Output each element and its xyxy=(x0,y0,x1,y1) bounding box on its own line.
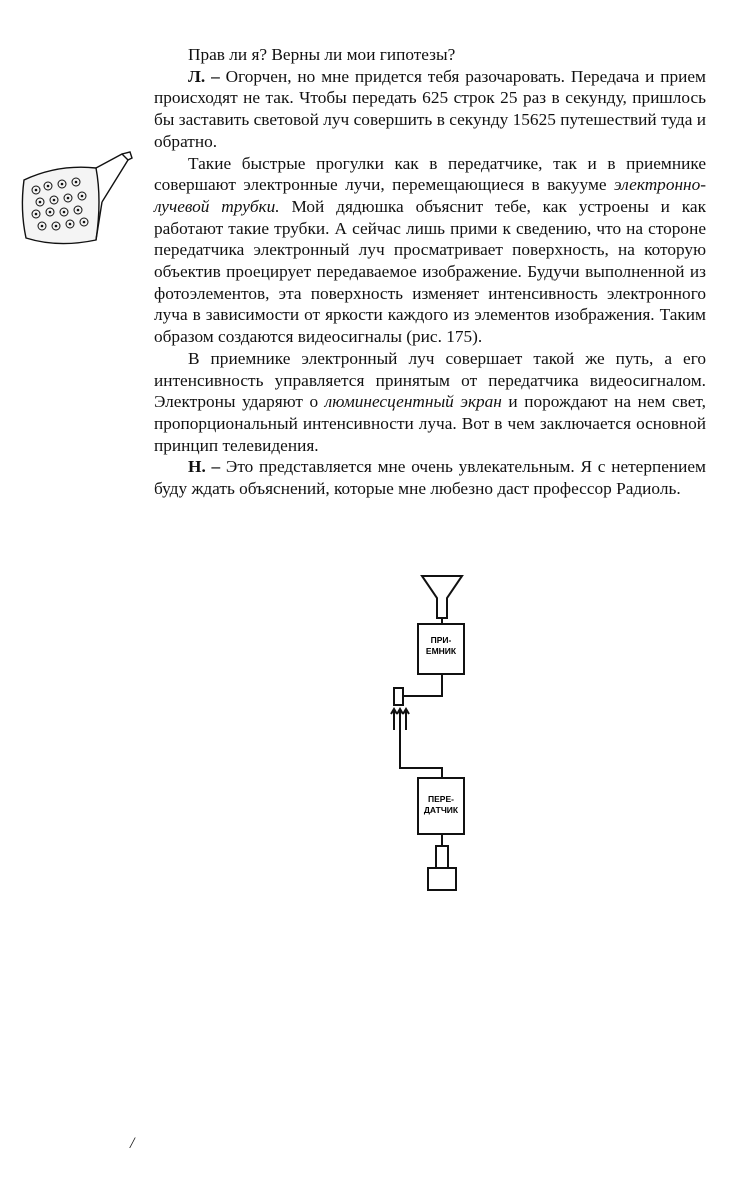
paragraph-1: Прав ли я? Верны ли мои гипотезы? xyxy=(188,45,456,64)
paragraph-4-text-b: и порождают на нем свет, пропорциональный интенсивности луча. Вот в чем заключается основной принцип телевидения. xyxy=(154,392,706,455)
paragraph-4 xyxy=(154,348,706,457)
paragraph-3-text-a: Такие быстрые прогулки как в передатчике, так и в приемнике совершают электронные лучи, перемещающиеся в вакууме xyxy=(154,153,706,195)
paragraph-2-text: Огорчен, но мне придется тебя разочаровать. Передача и прием происходят не так. Чтобы передать 625 строк 25 раз в секунду, пришлось бы заставить световой луч совершить в секунду 15625 путешествий туда и обратно. xyxy=(154,66,706,151)
stray-mark: / xyxy=(130,1135,135,1152)
camera-lens xyxy=(436,846,448,868)
paragraph-4-text-a: В приемнике электронный луч совершает такой же путь, а его интенсивность управляется принятым от передатчика видеосигналом. Электроны ударяют о xyxy=(154,348,706,412)
text-column xyxy=(154,44,706,500)
speaker-l: Л. – xyxy=(188,66,220,86)
paragraph-3 xyxy=(154,153,706,348)
transmitter-label-1: ПЕРЕ- xyxy=(428,794,454,804)
term-crt: электронно-лучевой трубки. xyxy=(154,175,706,216)
paragraph-5 xyxy=(154,456,706,499)
paragraph-5-text: Это представляется мне очень увлекательным. Я с нетерпением буду ждать объяснений, которые мне любезно даст профессор Радиоль. xyxy=(154,457,706,499)
screen-block xyxy=(394,688,403,705)
receiver-label-1: ПРИ- xyxy=(430,635,452,645)
receiving-antenna xyxy=(422,576,462,618)
speaker-n: Н. – xyxy=(188,457,221,477)
tv-block-diagram xyxy=(380,570,500,900)
camera-body xyxy=(428,868,456,890)
paragraph-3-text-b: Мой дядюшка объяснит тебе, как устроены и как работают такие трубки. А сейчас лишь прими к сведению, что на стороне передатчика электронный луч просматривает поверхность, на которую объектив проецирует передаваемое изображение. Будучи выполненной из фотоэлементов, эта поверхность изменяет интенсивность электронного луча в зависимости от яркости каждого из элементов изображения. Таким образом создаются видеосигналы (рис. 175). xyxy=(154,196,706,347)
transmitter-label-2: ДАТЧИК xyxy=(423,805,459,815)
term-screen: люминесцентный экран xyxy=(324,392,502,412)
crt-tube-illustration xyxy=(18,150,134,250)
paragraph-2 xyxy=(154,66,706,153)
receiver-label-2: ЕМНИК xyxy=(425,646,457,656)
